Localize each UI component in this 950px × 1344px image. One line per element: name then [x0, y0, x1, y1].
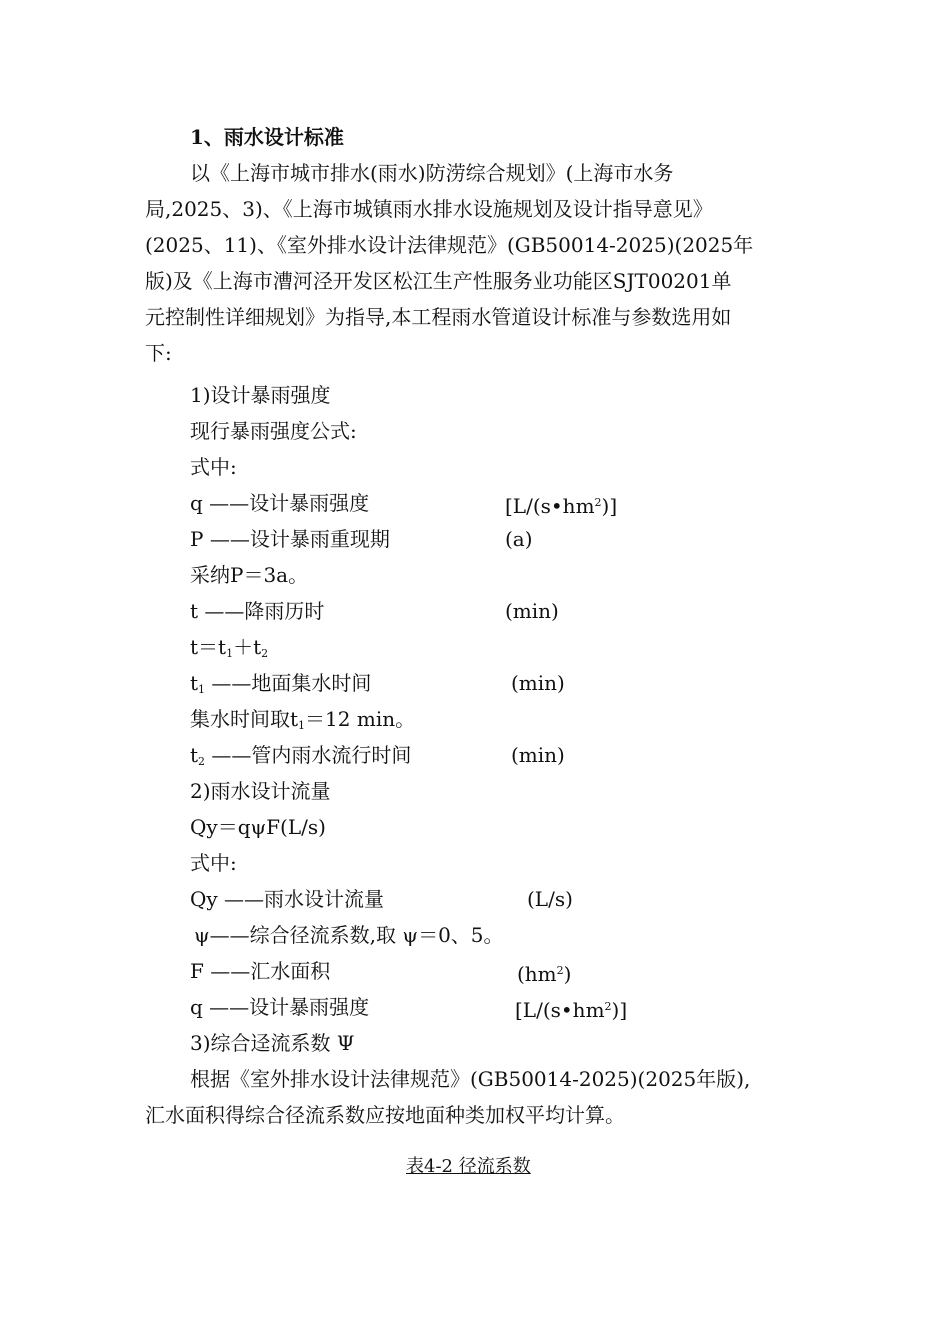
flow-q-definition: q ——设计暴雨强度 [190, 995, 370, 1019]
t-equation: $t=t_1+t_2$ [190, 635, 269, 660]
intro-line-1: 以《上海市城市排水(雨水)防涝综合规划》(上海市水务 [190, 161, 674, 185]
flow-title: 2)雨水设计流量 [190, 779, 331, 803]
p-unit: (a) [505, 527, 533, 551]
t-definition: t ——降雨历时 [190, 599, 325, 623]
intro-line-4: 版)及《上海市漕河泾开发区松江生产性服务业功能区SJT00201单 [145, 269, 732, 293]
flow-q-unit: $[L/(s•hm^2)]$ [515, 998, 628, 1022]
t-unit: (min) [505, 599, 559, 623]
section-heading: 1、雨水设计标准 [190, 125, 344, 149]
flow-where: 式中: [190, 851, 237, 875]
t1-unit: (min) [511, 671, 565, 695]
f-definition: F ——汇水面积 [190, 959, 331, 983]
intro-line-3: (2025、11)、《室外排水设计法律规范》(GB50014-2025)(2025年 [145, 233, 754, 257]
qy-unit: (L/s) [527, 887, 573, 911]
intro-line-2: 局,2025、3)、《上海市城镇雨水排水设施规划及设计指导意见》 [145, 197, 713, 221]
t1-definition: $t_1$ ——地面集水时间 [190, 671, 372, 696]
f-unit: $(hm^2)$ [517, 962, 572, 986]
intensity-title: 1)设计暴雨强度 [190, 383, 331, 407]
t2-definition: $t_2$ ——管内雨水流行时间 [190, 743, 412, 768]
runoff-text-line-1: 根据《室外排水设计法律规范》(GB50014-2025)(2025年版), [190, 1067, 751, 1091]
intro-line-5: 元控制性详细规划》为指导,本工程雨水管道设计标准与参数选用如 [145, 305, 732, 329]
qy-definition: Qy ——雨水设计流量 [190, 887, 385, 911]
t2-unit: (min) [511, 743, 565, 767]
table-caption: 表4-2 径流系数 [406, 1156, 531, 1177]
flow-formula: Qy＝qψF(L/s) [190, 815, 326, 839]
p-value: 采纳P＝3a。 [190, 563, 309, 587]
intensity-formula-label: 现行暴雨强度公式: [190, 419, 357, 443]
psi-definition: ψ——综合径流系数,取 ψ＝0、5。 [194, 923, 504, 947]
t1-value: 集水时间取$t_1=12$ min。 [190, 707, 416, 732]
q-definition: q ——设计暴雨强度 [190, 491, 370, 515]
q-unit: $[L/(s•hm^2)]$ [505, 494, 618, 518]
runoff-title: 3)综合迳流系数 Ψ [190, 1031, 355, 1055]
intro-line-6: 下: [145, 341, 172, 365]
intensity-where: 式中: [190, 455, 237, 479]
runoff-text-line-2: 汇水面积得综合径流系数应按地面种类加权平均计算。 [145, 1103, 625, 1127]
p-definition: P ——设计暴雨重现期 [190, 527, 390, 551]
